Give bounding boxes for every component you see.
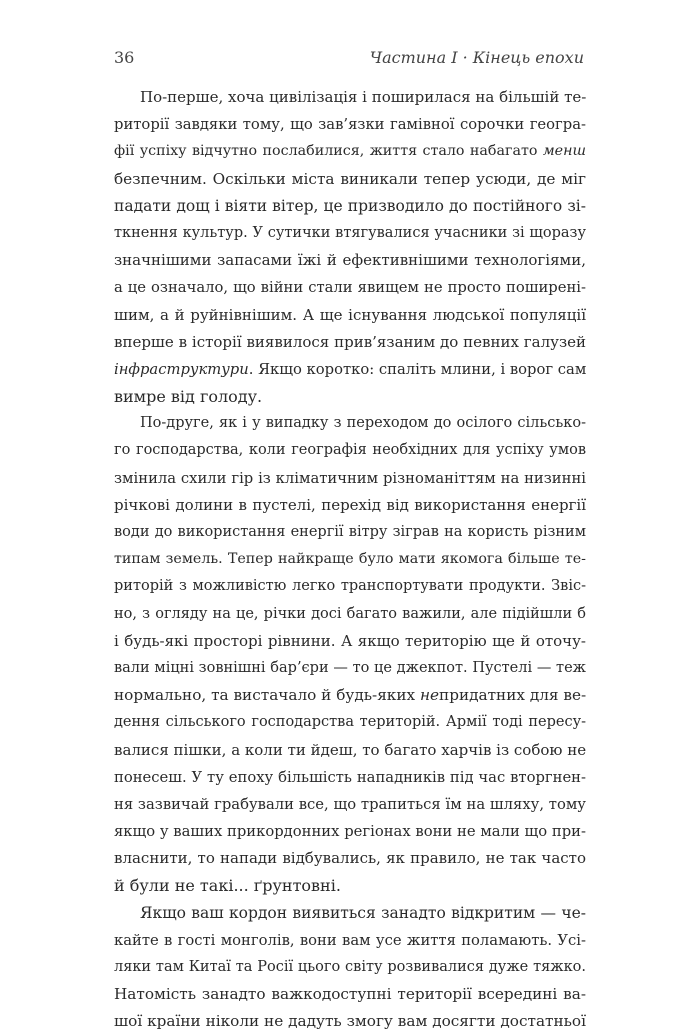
text-line: риторій з можливістю легко транспортувати продукти. Звіс-: [114, 578, 586, 595]
text-line: кайте в гості монголів, вони вам усе життя поламають. Усі-: [114, 931, 586, 949]
text-line: вимре від голоду.: [114, 387, 263, 407]
body-text: [114, 84, 586, 1036]
text-line: значнішими запасами їжі й ефективнішими технологіями,: [114, 251, 586, 270]
text-line: ня зазвичай грабували все, що трапиться їм на шляху, тому: [114, 795, 586, 813]
page-header: [114, 48, 584, 74]
running-title: Частина І · Кінець епохи: [369, 48, 584, 67]
text-line: падати дощ і віяти вітер, це призводило до постійного зі-: [114, 196, 586, 215]
text-line: типам земель. Тепер найкраще було мати якомога більше те-: [114, 551, 586, 568]
text-line: ляки там Китаї та Росії цього світу розвивалися дуже тяжко.: [114, 959, 586, 975]
text-line: змінила схили гір із кліматичним різноманіттям на низинні: [114, 469, 586, 487]
text-line: річкові долини в пустелі, перехід від використання енергії: [114, 495, 586, 514]
text-line: ткнення культур. У сутички втягувалися учасники зі щоразу: [114, 224, 586, 241]
text-line: власнити, то напади відбувались, як правило, не так часто: [114, 849, 586, 868]
text-line: риторії завдяки тому, що зав’язки гамівної сорочки геогра-: [114, 116, 586, 134]
text-line: і будь-які просторі рівнини. А якщо територію ще й оточу-: [114, 631, 586, 650]
emphasis: інфраструктури: [114, 360, 249, 378]
text-line: По-перше, хоча цивілізація і поширилася на більшій те-: [140, 88, 587, 106]
text-line: Натомість занадто важкодоступні території всередині ва-: [114, 985, 586, 1004]
emphasis: менш: [542, 143, 586, 160]
text-line: фії успіху відчутно послабилися, життя стало набагато менш: [114, 143, 586, 160]
text-line: валися пішки, а коли ти йдеш, то багато харчів із собою не: [114, 740, 587, 759]
text-line: По-друге, як і у випадку з переходом до осілого сільсько-: [140, 415, 586, 432]
page-number: 36: [114, 48, 135, 67]
text-line: безпечним. Оскільки міста виникали тепер усюди, де міг: [114, 169, 586, 188]
text-line: но, з огляду на це, річки досі багато важили, але підійшли б: [114, 605, 586, 622]
text-line: понесеш. У ту епоху більшість нападників під час вторгнен-: [114, 768, 586, 786]
text-line: Якщо ваш кордон виявиться занадто відкритим — че-: [140, 903, 586, 922]
text-line: а це означало, що війни стали явищем не просто поширені-: [114, 279, 586, 297]
text-line: нормально, та вистачало й будь-яких непридатних для ве-: [114, 686, 587, 705]
text-line: шої країни ніколи не дадуть змогу вам досягти достатньої: [114, 1012, 586, 1031]
text-line: інфраструктури. Якщо коротко: спаліть млини, і ворог сам: [114, 360, 587, 378]
emphasis: не: [419, 686, 440, 705]
text-line: якщо у ваших прикордонних регіонах вони не мали що при-: [114, 823, 586, 841]
text-line: шим, а й руйнівнішим. А ще існування людської популяції: [114, 305, 586, 324]
text-line: вали міцні зовнішні бар’єри — то це джекпот. Пустелі — теж: [114, 659, 586, 676]
text-line: го господарства, коли географія необхідних для успіху умов: [114, 442, 586, 459]
text-line: дення сільського господарства територій. Армії тоді пересу-: [114, 714, 586, 731]
text-line: вперше в історії виявилося прив’язаним до певних галузей: [114, 332, 586, 351]
text-line: й були не такі... ґрунтовні.: [114, 876, 341, 896]
text-line: води до використання енергії вітру зіграв на користь різним: [114, 524, 586, 540]
